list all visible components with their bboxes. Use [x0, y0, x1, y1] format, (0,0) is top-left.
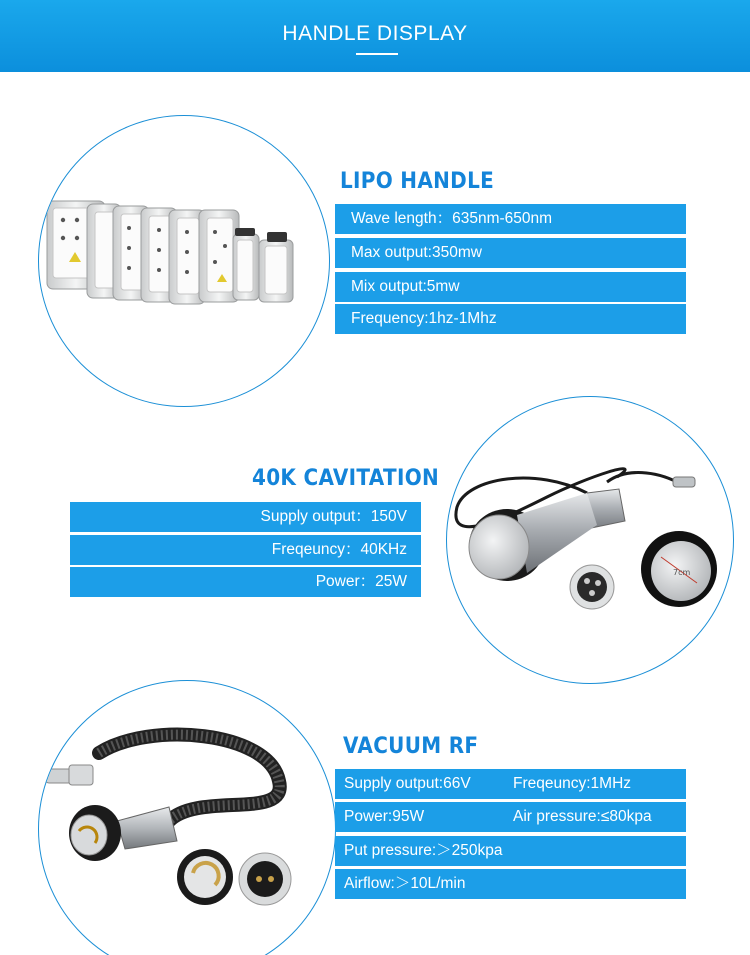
- cavitation-spec-power: Power：25W: [70, 567, 421, 597]
- lipo-spec-wave-length: Wave length：635nm-650nm: [335, 204, 686, 234]
- cavitation-handle-illustration: [447, 397, 734, 684]
- lipo-spec-max-output: Max output:350mw: [335, 238, 686, 268]
- lipo-spec-frequency: Frequency:1hz-1Mhz: [335, 304, 686, 334]
- vacuum-rf-handle-image: [38, 680, 336, 955]
- title-underline: [356, 53, 398, 55]
- cavitation-handle-image: [446, 396, 734, 684]
- vacuum-spec-row: [335, 802, 686, 832]
- vacuum-spec-frequency: Freqeuncy:1MHz: [513, 775, 632, 792]
- vacuum-spec-airflow: Airflow:＞10L/min: [344, 875, 466, 892]
- lipo-handle-title: LIPO HANDLE: [340, 166, 495, 194]
- cavitation-size-label: 7cm: [673, 568, 691, 577]
- page-title: HANDLE DISPLAY: [282, 22, 468, 45]
- cavitation-spec-frequency: Freqeuncy：40KHz: [70, 535, 421, 565]
- header-bar: [0, 0, 750, 72]
- vacuum-rf-illustration: [39, 681, 336, 955]
- vacuum-spec-air-pressure: Air pressure:≤80kpa: [513, 808, 652, 825]
- lipo-spec-mix-output: Mix output:5mw: [335, 272, 686, 302]
- vacuum-spec-row: [335, 836, 686, 866]
- cavitation-spec-supply-output: Supply output：150V: [70, 502, 421, 532]
- vacuum-spec-put-pressure: Put pressure:＞250kpa: [344, 842, 503, 859]
- vacuum-spec-row: [335, 869, 686, 899]
- lipo-pad: [259, 232, 293, 302]
- vacuum-rf-title: VACUUM RF: [343, 731, 479, 759]
- vacuum-spec-row: [335, 769, 686, 799]
- vacuum-spec-supply-output: Supply output:66V: [344, 775, 471, 792]
- cavitation-title: 40K CAVITATION: [252, 463, 440, 491]
- vacuum-spec-power: Power:95W: [344, 808, 425, 825]
- lipo-pads-illustration: [39, 116, 330, 407]
- lipo-pad: [233, 228, 259, 300]
- lipo-handle-image: [38, 115, 330, 407]
